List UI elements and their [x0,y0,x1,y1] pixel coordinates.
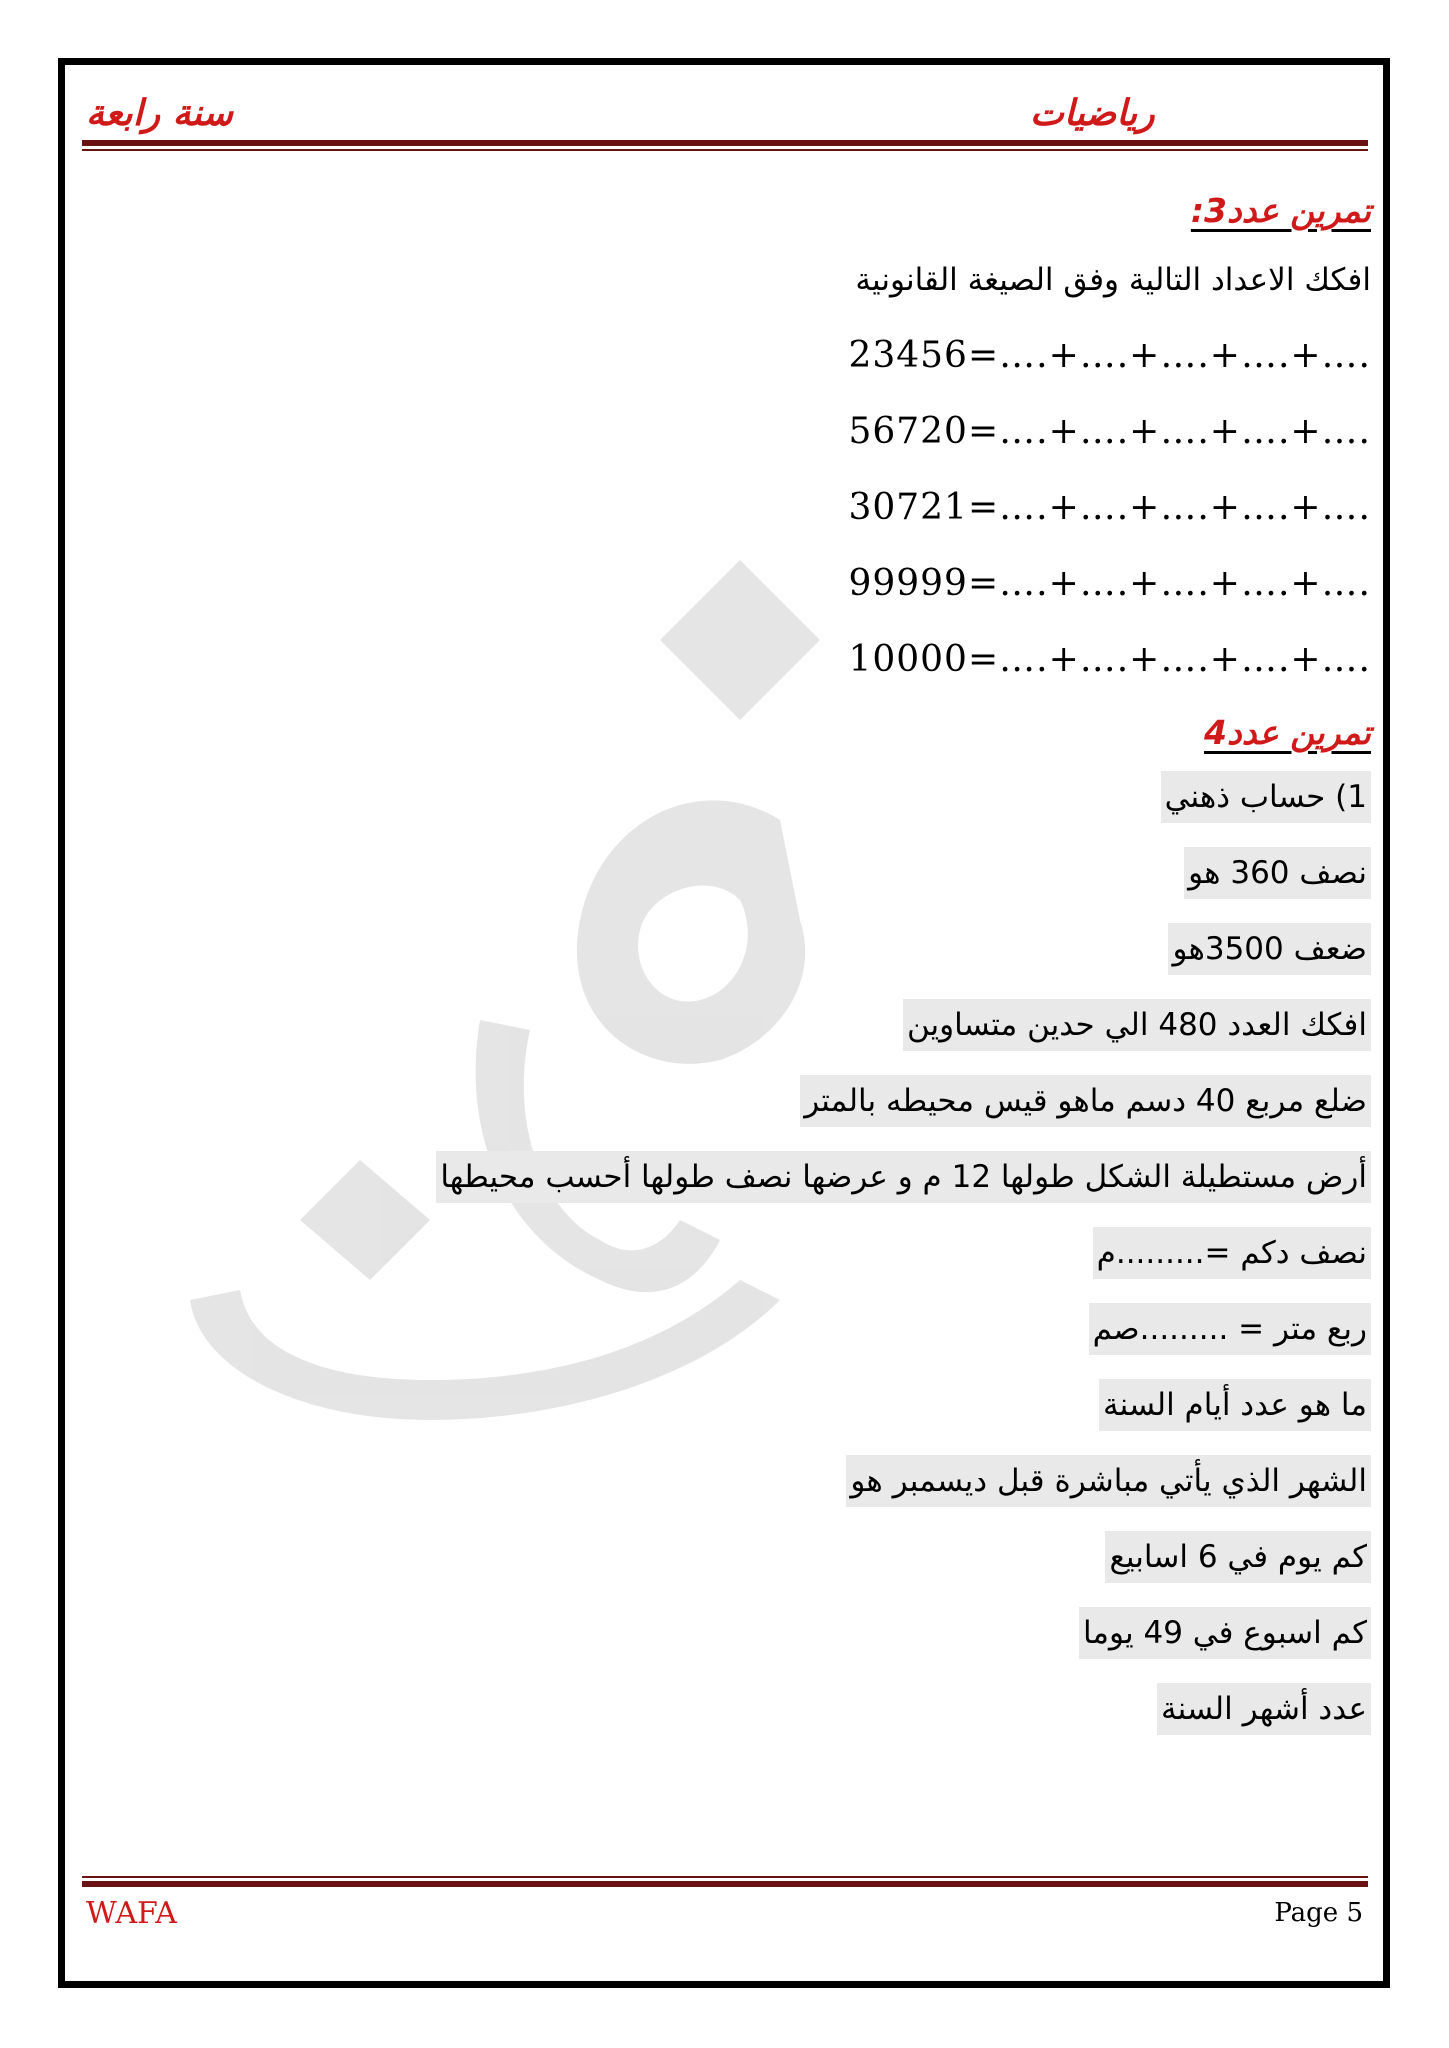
question-text: ربع متر = .........صم [1089,1303,1371,1355]
question-text: ما هو عدد أيام السنة [1099,1379,1371,1431]
equation-row: 56720=….+….+….+….+…. [848,411,1371,452]
question-text: عدد أشهر السنة [1157,1683,1371,1735]
question-row [131,916,1371,992]
question-row [131,1220,1371,1296]
question-row [131,1296,1371,1372]
question-row [131,1372,1371,1448]
question-row [131,840,1371,916]
footer-author: WAFA [86,1896,177,1931]
page-number: Page 5 [1274,1898,1363,1928]
question-row [131,992,1371,1068]
question-row [131,1448,1371,1524]
question-row [131,1144,1371,1220]
question-text: نصف 360 هو [1184,847,1371,899]
question-text: ضعف 3500هو [1168,923,1371,975]
content [131,180,1371,1752]
question-row [131,1068,1371,1144]
equation-row: 10000=….+….+….+….+…. [848,639,1371,680]
question-text: الشهر الذي يأتي مباشرة قبل ديسمبر هو [846,1455,1371,1507]
question-text: افكك العدد 480 الي حدين متساوين [903,999,1371,1051]
question-text: كم اسبوع في 49 يوما [1079,1607,1371,1659]
equation-row: 99999=….+….+….+….+…. [848,563,1371,604]
question-row [131,764,1371,840]
question-text: كم يوم في 6 اسابيع [1105,1531,1371,1583]
question-row [131,1600,1371,1676]
question-text: 1) حساب ذهني [1161,771,1371,823]
footer-rule [82,1876,1368,1887]
grade-label: سنة رابعة [86,92,233,134]
question-text: أرض مستطيلة الشكل طولها 12 م و عرضها نصف طولها أحسب محيطها [436,1151,1371,1203]
question-row [131,1524,1371,1600]
header-rule [82,140,1368,151]
exercise4-title: تمرين عدد4 [1204,713,1371,752]
exercise3-title: تمرين عدد3: [1190,191,1371,230]
subject-label: رياضيات [1030,92,1155,134]
exercise3-instruction: افكك الاعداد التالية وفق الصيغة القانونية [855,262,1371,298]
question-row [131,1676,1371,1752]
equation-row: 23456=….+….+….+….+…. [848,335,1371,376]
equation-row: 30721=….+….+….+….+…. [848,487,1371,528]
question-text: ضلع مربع 40 دسم ماهو قيس محيطه بالمتر [800,1075,1371,1127]
question-text: نصف دكم =.........م [1093,1227,1371,1279]
